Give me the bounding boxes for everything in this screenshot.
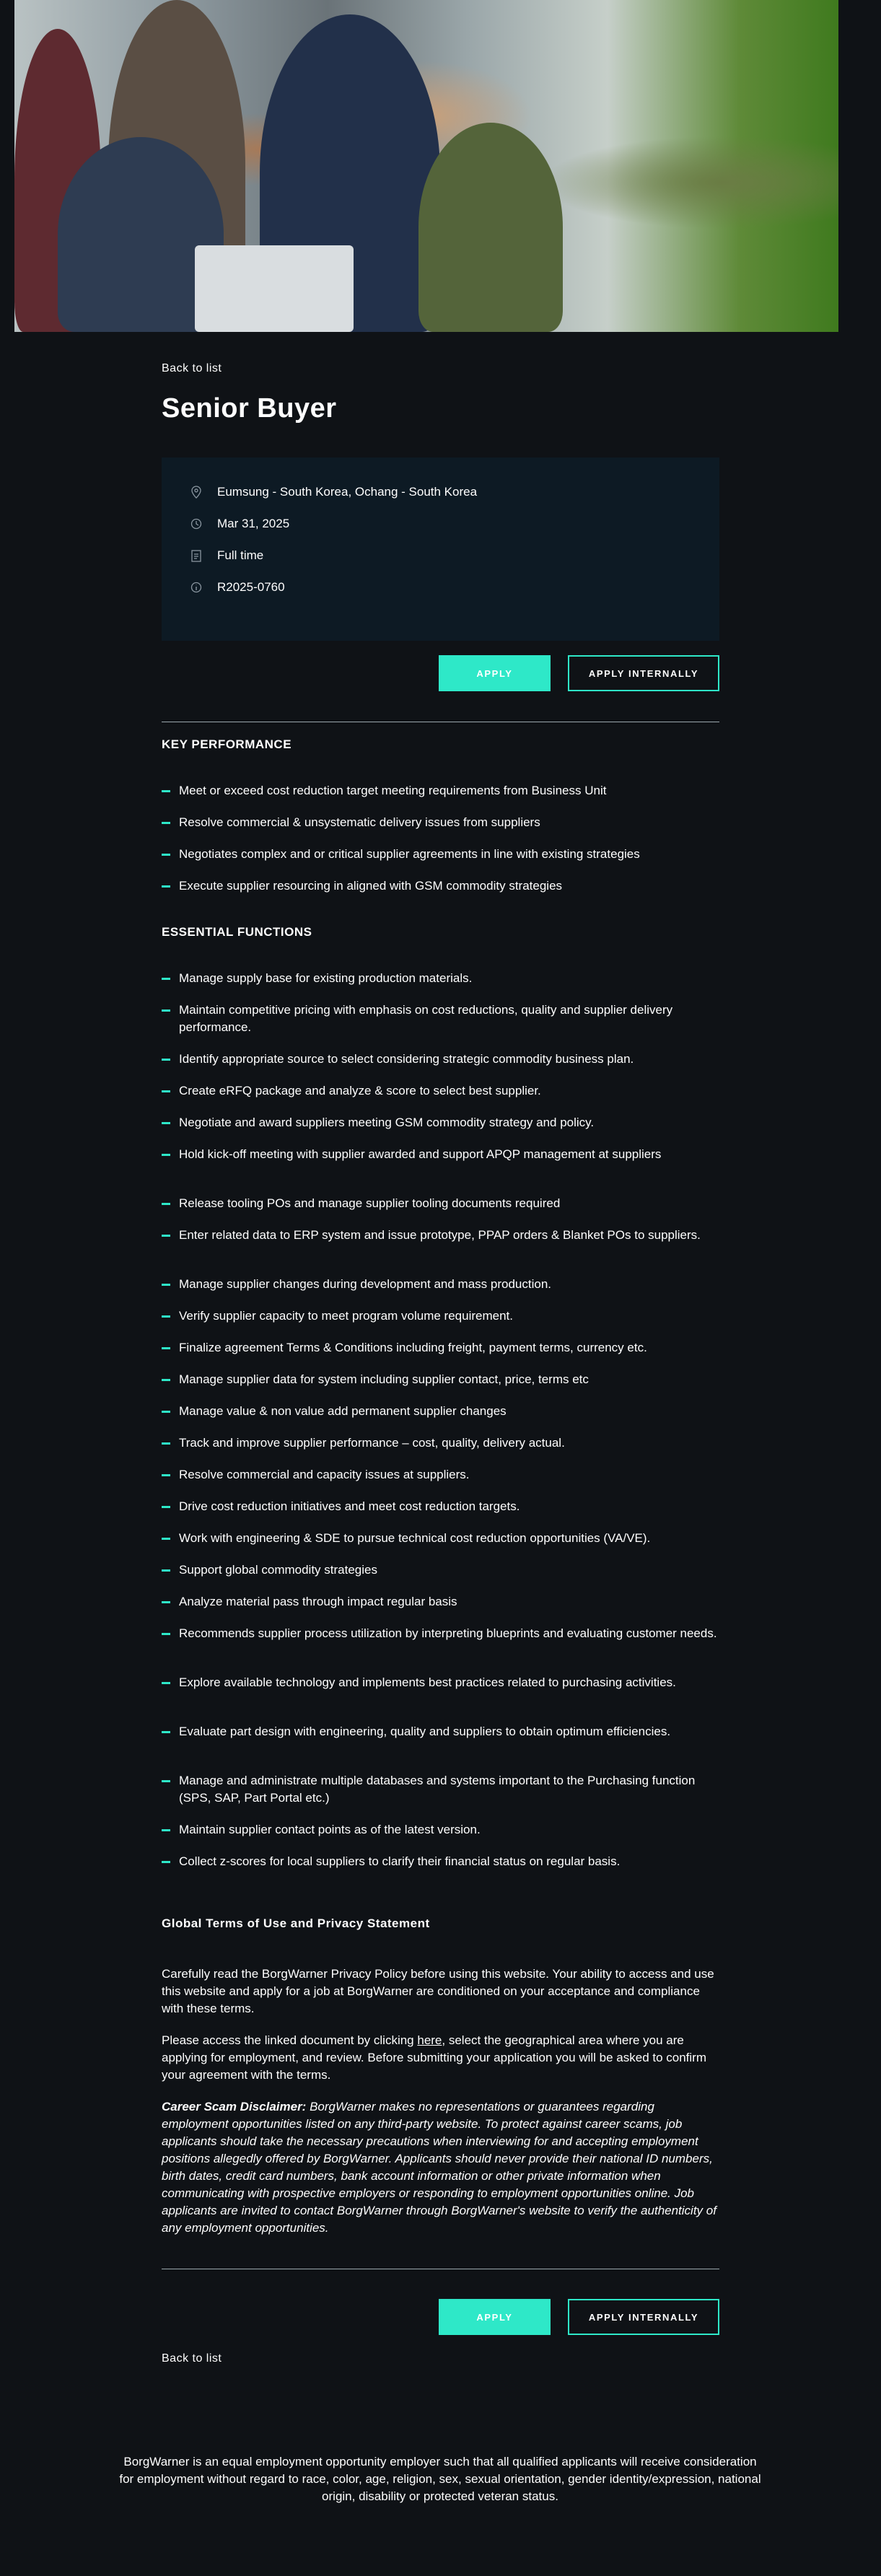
- apply-internally-button-bottom[interactable]: APPLY INTERNALLY: [568, 2299, 719, 2335]
- hero-image: [14, 0, 838, 332]
- list-item: Recommends supplier process utilization by interpreting blueprints and evaluating customer needs.: [162, 1625, 719, 1642]
- list-item: Resolve commercial and capacity issues at suppliers.: [162, 1466, 719, 1484]
- list-item: Manage and administrate multiple databases and systems important to the Purchasing function (SPS, SAP, Part Portal etc.): [162, 1772, 719, 1807]
- list-item: Release tooling POs and manage supplier tooling documents required: [162, 1195, 719, 1212]
- terms-paragraph-1: Carefully read the BorgWarner Privacy Policy before using this website. Your ability to access and use this website and apply for a job at BorgWarner are conditioned on your acceptance and compliance with these terms.: [162, 1967, 714, 2015]
- list-item: Work with engineering & SDE to pursue technical cost reduction opportunities (VA/VE).: [162, 1530, 719, 1547]
- scam-disclaimer: [162, 2098, 719, 2237]
- key-performance-title: KEY PERFORMANCE: [162, 737, 292, 751]
- map-pin-icon: [190, 486, 202, 499]
- back-to-list-link-top[interactable]: Back to list: [162, 362, 222, 374]
- list-item: Negotiate and award suppliers meeting GSM commodity strategy and policy.: [162, 1114, 719, 1131]
- list-item: Manage value & non value add permanent supplier changes: [162, 1403, 719, 1420]
- list-item: Drive cost reduction initiatives and meet cost reduction targets.: [162, 1498, 719, 1515]
- apply-button-top[interactable]: APPLY: [439, 655, 551, 691]
- job-req-id: R2025-0760: [217, 580, 285, 594]
- list-item: Resolve commercial & unsystematic delivery issues from suppliers: [162, 814, 719, 831]
- list-item: Maintain competitive pricing with emphasis on cost reductions, quality and supplier delivery performance.: [162, 1002, 719, 1036]
- eeo-statement: BorgWarner is an equal employment opportunity employer such that all qualified applicants will receive consideration for employment without regard to race, color, age, religion, sex, sexual orientation, gender identity/expression, national origin, disability or protected veteran status.: [119, 2455, 761, 2503]
- job-location-row: [190, 485, 477, 499]
- list-item: Verify supplier capacity to meet program volume requirement.: [162, 1307, 719, 1325]
- job-type: Full time: [217, 548, 264, 562]
- list-item: Analyze material pass through impact regular basis: [162, 1593, 719, 1611]
- scam-disclaimer-label: Career Scam Disclaimer:: [162, 2100, 307, 2113]
- job-info-box: [162, 457, 719, 641]
- scam-disclaimer-text: BorgWarner makes no representations or guarantees regarding employment opportunities listed on any third-party website. To protect against career scams, job applicants should take the necessary precautions when interviewing for and accepting employment positions allegedly offered by BorgWarner. Applicants should never provide their national ID numbers, birth dates, credit card numbers, bank account information or other private information when communicating with prospective employers or responding to employment opportunities online. Job applicants are invited to contact BorgWarner through BorgWarner's website to verify the authenticity of any employment opportunities.: [162, 2100, 716, 2235]
- terms-p2-after: , select the geographical area where you are applying for employment, and review. Before submitting your application you will be asked to confirm your agreement with the terms.: [162, 2033, 706, 2082]
- list-item: Enter related data to ERP system and issue prototype, PPAP orders & Blanket POs to suppliers.: [162, 1227, 719, 1244]
- list-item: Evaluate part design with engineering, quality and suppliers to obtain optimum efficiencies.: [162, 1723, 719, 1740]
- list-item: Finalize agreement Terms & Conditions including freight, payment terms, currency etc.: [162, 1339, 719, 1357]
- list-item: Identify appropriate source to select considering strategic commodity business plan.: [162, 1051, 719, 1068]
- list-item: Explore available technology and implements best practices related to purchasing activities.: [162, 1674, 719, 1691]
- list-item: Maintain supplier contact points as of the latest version.: [162, 1821, 719, 1839]
- list-item: Create eRFQ package and analyze & score to select best supplier.: [162, 1082, 719, 1100]
- essential-functions-title: ESSENTIAL FUNCTIONS: [162, 925, 312, 939]
- apply-button-bottom[interactable]: APPLY: [439, 2299, 551, 2335]
- job-type-row: [190, 548, 263, 563]
- list-item: Execute supplier resourcing in aligned with GSM commodity strategies: [162, 877, 719, 895]
- clock-icon: [190, 517, 202, 530]
- list-item: Manage supplier data for system including supplier contact, price, terms etc: [162, 1371, 719, 1388]
- back-to-list-link-bottom[interactable]: Back to list: [162, 2352, 222, 2365]
- list-item: Manage supply base for existing production materials.: [162, 970, 719, 987]
- job-date: Mar 31, 2025: [217, 517, 290, 530]
- info-icon: [190, 581, 202, 594]
- list-item: Collect z-scores for local suppliers to clarify their financial status on regular basis.: [162, 1853, 719, 1870]
- list-item: Support global commodity strategies: [162, 1561, 719, 1579]
- list-item: Hold kick-off meeting with supplier awarded and support APQP management at suppliers: [162, 1146, 719, 1163]
- list-item: Manage supplier changes during development and mass production.: [162, 1276, 719, 1293]
- document-icon: [190, 549, 202, 562]
- apply-internally-button-top[interactable]: APPLY INTERNALLY: [568, 655, 719, 691]
- terms-paragraph-2: [162, 2032, 719, 2084]
- list-item: Track and improve supplier performance – cost, quality, delivery actual.: [162, 1434, 719, 1452]
- page-title: Senior Buyer: [162, 393, 337, 424]
- terms-here-link[interactable]: here: [417, 2033, 442, 2047]
- job-location: Eumsung - South Korea, Ochang - South Korea: [217, 485, 478, 499]
- list-item: Negotiates complex and or critical supplier agreements in line with existing strategies: [162, 846, 719, 863]
- job-date-row: [190, 517, 289, 531]
- job-req-row: [190, 580, 285, 595]
- list-item: Meet or exceed cost reduction target meeting requirements from Business Unit: [162, 782, 719, 799]
- terms-p2-before: Please access the linked document by clicking: [162, 2033, 418, 2047]
- terms-title: Global Terms of Use and Privacy Statement: [162, 1916, 430, 1930]
